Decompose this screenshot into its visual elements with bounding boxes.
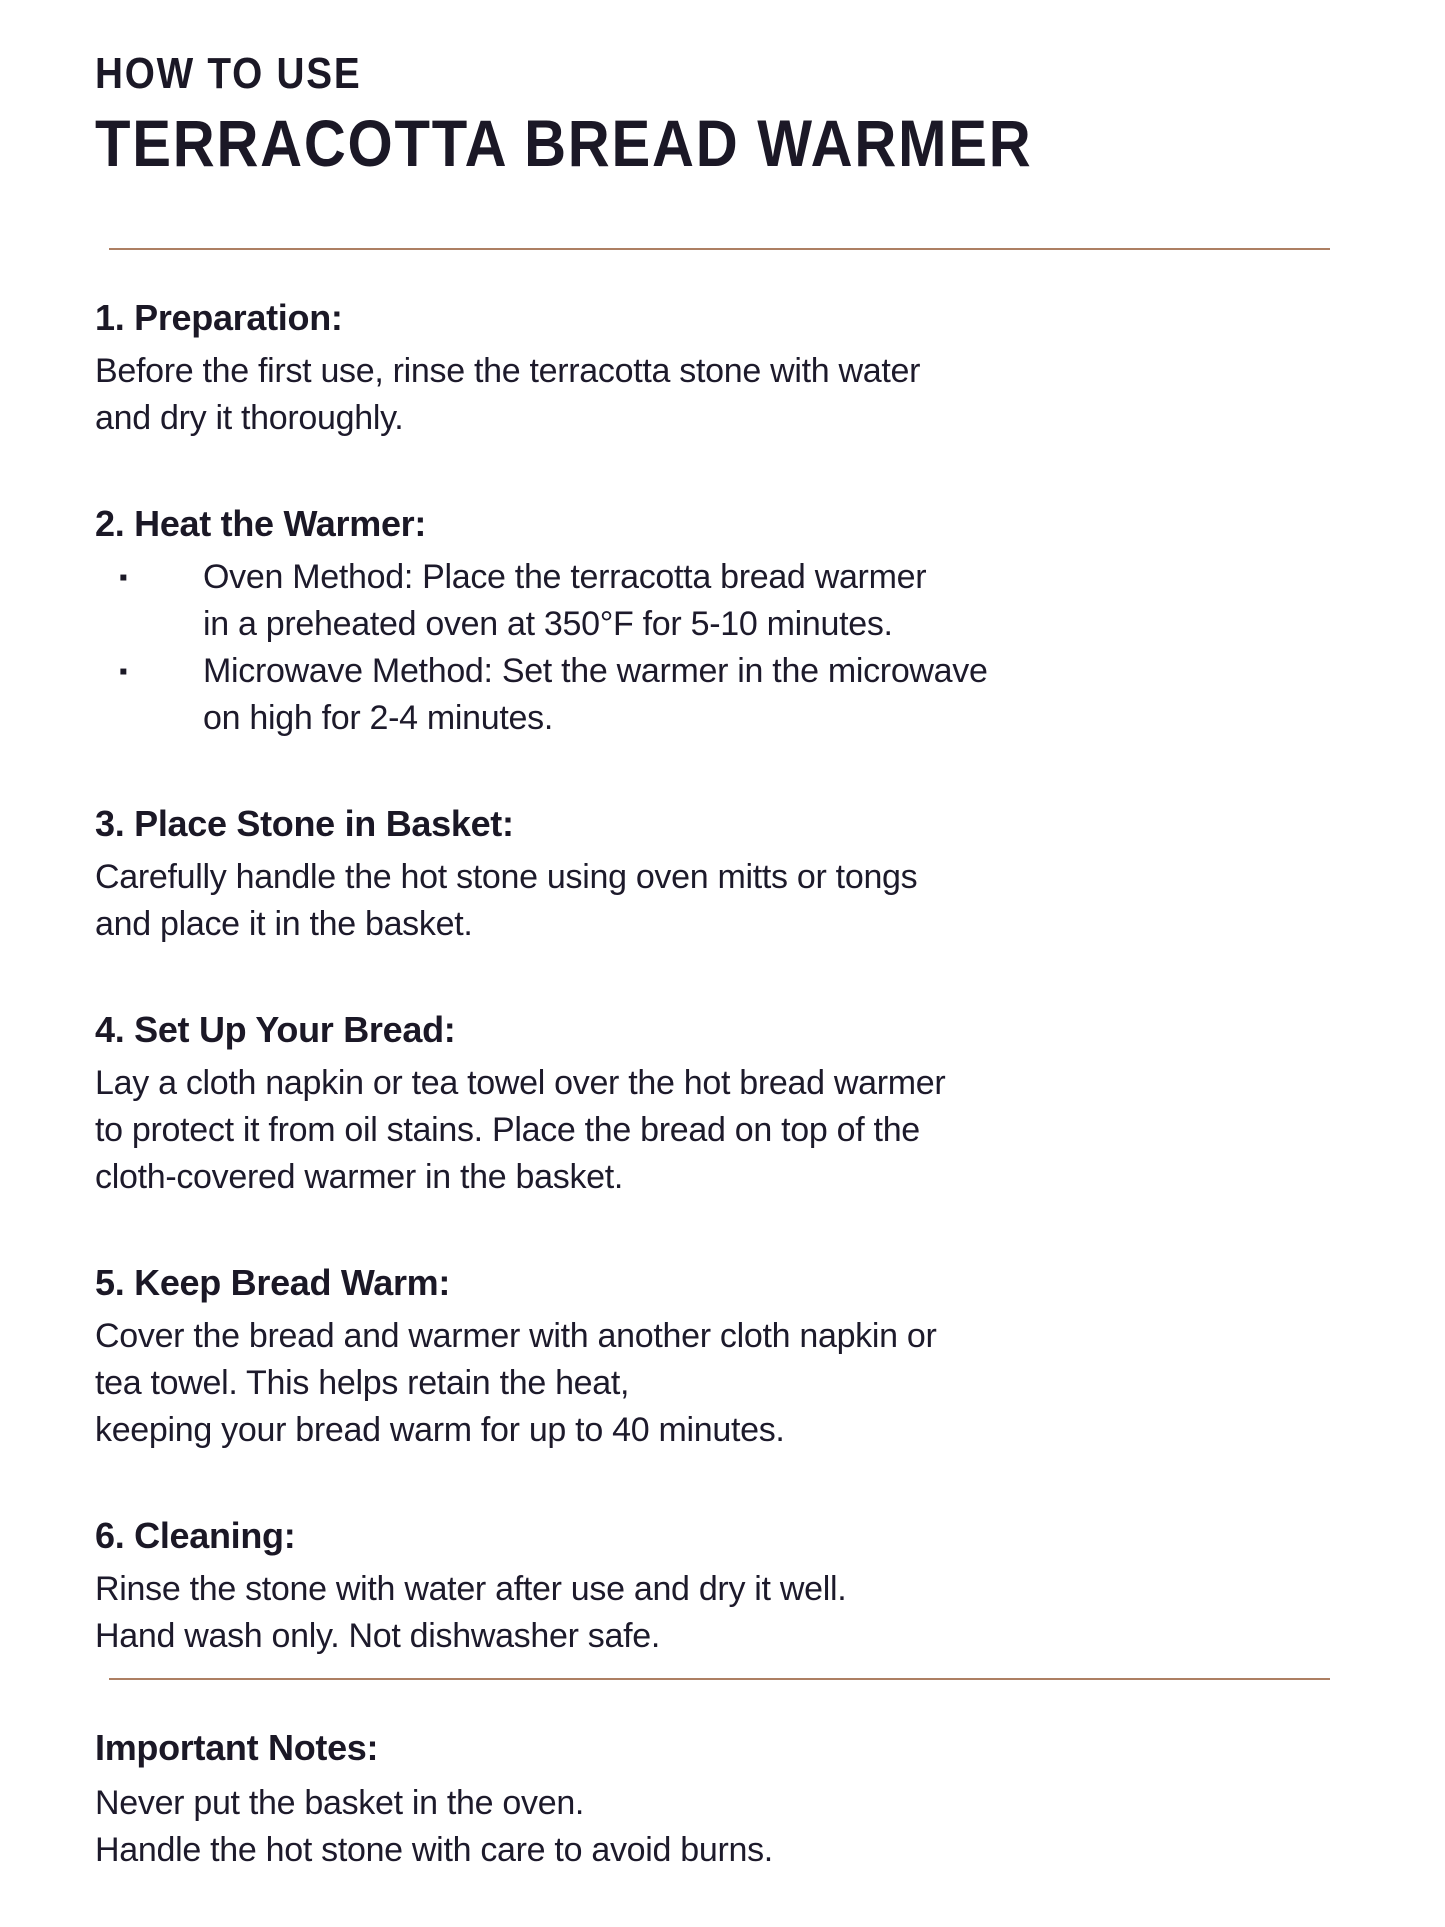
body-line: Handle the hot stone with care to avoid burns. <box>95 1831 773 1869</box>
section-cleaning <box>95 1515 1330 1660</box>
section-preparation <box>95 297 1330 442</box>
section-heading: 4. Set Up Your Bread: <box>95 1009 456 1050</box>
page-title: TERRACOTTA BREAD WARMER <box>95 106 1033 180</box>
body-line: Carefully handle the hot stone using oven mitts or tongs <box>95 858 918 896</box>
bullet-item <box>95 648 1330 742</box>
body-line: Cover the bread and warmer with another cloth napkin or <box>95 1317 937 1355</box>
body-line: cloth-covered warmer in the basket. <box>95 1158 624 1196</box>
top-divider <box>109 248 1330 250</box>
important-notes <box>95 1727 1330 1874</box>
body-line: and dry it thoroughly. <box>95 399 404 437</box>
body-line: in a preheated oven at 350°F for 5-10 minutes. <box>203 605 893 643</box>
body-line: Oven Method: Place the terracotta bread warmer <box>203 558 927 596</box>
body-line: Rinse the stone with water after use and dry it well. <box>95 1570 847 1608</box>
body-line: Microwave Method: Set the warmer in the microwave <box>203 652 988 690</box>
body-line: Hand wash only. Not dishwasher safe. <box>95 1617 660 1655</box>
section-set-up-your-bread <box>95 1009 1330 1201</box>
bullet-square-icon: ▪ <box>119 658 128 685</box>
section-heat-the-warmer <box>95 503 1330 742</box>
section-place-stone-in-basket <box>95 803 1330 948</box>
section-heading: 6. Cleaning: <box>95 1515 296 1556</box>
body-line: to protect it from oil stains. Place the bread on top of the <box>95 1111 920 1149</box>
bullet-text <box>203 648 1330 742</box>
section-heading: 3. Place Stone in Basket: <box>95 803 514 844</box>
body-line: and place it in the basket. <box>95 905 473 943</box>
section-heading: 2. Heat the Warmer: <box>95 503 427 544</box>
bullet-item <box>95 554 1330 648</box>
bullet-square-icon: ▪ <box>119 564 128 591</box>
page-kicker: HOW TO USE <box>95 49 362 98</box>
section-heading: 1. Preparation: <box>95 297 343 338</box>
section-heading: 5. Keep Bread Warm: <box>95 1262 451 1303</box>
document-header <box>95 49 1330 180</box>
body-line: on high for 2-4 minutes. <box>203 699 553 737</box>
section-keep-bread-warm <box>95 1262 1330 1454</box>
body-line: Before the first use, rinse the terracotta stone with water <box>95 352 921 390</box>
bottom-divider <box>109 1678 1330 1680</box>
body-line: Never put the basket in the oven. <box>95 1784 585 1822</box>
notes-heading: Important Notes: <box>95 1727 379 1768</box>
body-line: Lay a cloth napkin or tea towel over the hot bread warmer <box>95 1064 946 1102</box>
body-line: keeping your bread warm for up to 40 minutes. <box>95 1411 785 1449</box>
bullet-text <box>203 554 1330 648</box>
body-line: tea towel. This helps retain the heat, <box>95 1364 630 1402</box>
